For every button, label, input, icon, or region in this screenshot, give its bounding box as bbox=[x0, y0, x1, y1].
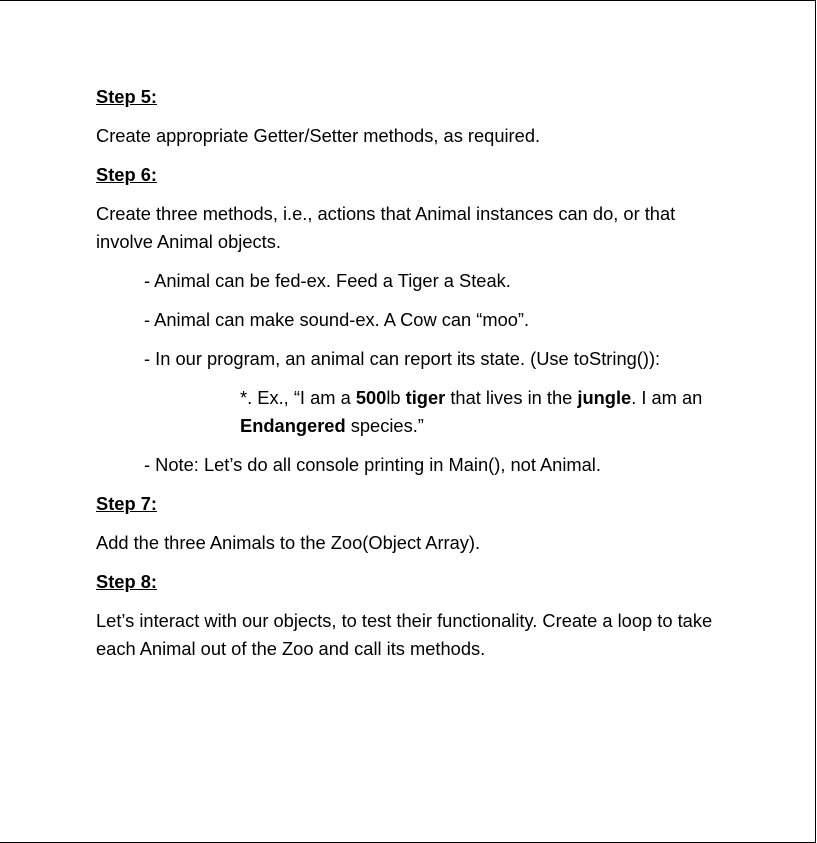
example-prefix: *. Ex., “I am a bbox=[240, 387, 356, 408]
step-7-text: Add the three Animals to the Zoo(Object Array). bbox=[96, 532, 481, 553]
step-7-heading: Step 7: bbox=[96, 493, 157, 514]
step-5-heading: Step 5: bbox=[96, 86, 157, 107]
step-6-note: - Note: Let’s do all console printing in Main(), not Animal. bbox=[144, 454, 601, 475]
step-6-example bbox=[240, 384, 736, 440]
step-6-item-sound: - Animal can make sound-ex. A Cow can “moo”. bbox=[144, 309, 530, 330]
example-status: Endangered bbox=[240, 415, 346, 436]
step-6-heading: Step 6: bbox=[96, 164, 157, 185]
step-6-item-feed: - Animal can be fed-ex. Feed a Tiger a Steak. bbox=[144, 270, 511, 291]
example-suffix: species.” bbox=[345, 415, 424, 436]
example-animal: tiger bbox=[405, 387, 446, 408]
document-body bbox=[96, 83, 736, 674]
example-weight-unit: lb bbox=[386, 387, 406, 408]
example-mid2: . I am an bbox=[631, 387, 703, 408]
step-8-heading: Step 8: bbox=[96, 571, 157, 592]
example-weight: 500 bbox=[355, 387, 387, 408]
step-6-text: Create three methods, i.e., actions that Animal instances can do, or that involve Animal objects. bbox=[96, 203, 676, 252]
step-8-text: Let’s interact with our objects, to test their functionality. Create a loop to take each Animal out of the Zoo and call its methods. bbox=[96, 610, 713, 659]
example-mid: that lives in the bbox=[445, 387, 578, 408]
example-habitat: jungle bbox=[577, 387, 632, 408]
step-5-text: Create appropriate Getter/Setter methods, as required. bbox=[96, 125, 541, 146]
step-6-item-report: - In our program, an animal can report its state. (Use toString()): bbox=[144, 348, 661, 369]
